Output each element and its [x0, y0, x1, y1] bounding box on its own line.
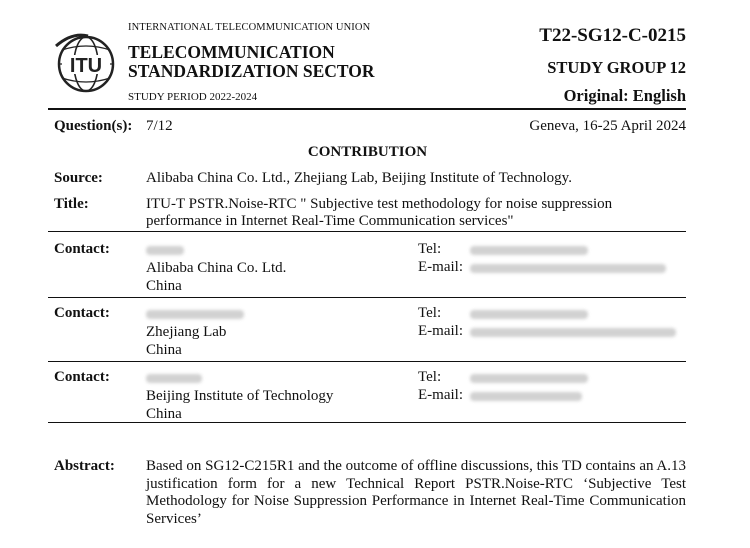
org-name: INTERNATIONAL TELECOMMUNICATION UNION [128, 22, 371, 33]
contact-organization: Beijing Institute of Technology [146, 388, 334, 404]
email-label: E-mail: [418, 323, 463, 339]
email-value-redacted [470, 388, 582, 405]
document-type: CONTRIBUTION [307, 144, 428, 160]
email-label: E-mail: [418, 259, 463, 275]
divider [48, 297, 686, 298]
document-number: T22-SG12-C-0215 [539, 25, 686, 46]
contact-country: China [146, 406, 182, 422]
tel-label: Tel: [418, 369, 442, 385]
email-label: E-mail: [418, 387, 463, 403]
contact-country: China [146, 342, 182, 358]
study-period: STUDY PERIOD 2022-2024 [128, 91, 258, 103]
source-label: Source: [54, 170, 103, 186]
divider [48, 422, 686, 423]
email-value-redacted [470, 324, 676, 341]
tel-value-redacted [470, 242, 588, 259]
email-value-redacted [470, 260, 666, 277]
tel-label: Tel: [418, 305, 442, 321]
abstract-label: Abstract: [54, 458, 115, 474]
contact-label: Contact: [54, 369, 110, 385]
source-value: Alibaba China Co. Ltd., Zhejiang Lab, Beijing Institute of Technology. [146, 170, 572, 186]
contact-label: Contact: [54, 305, 110, 321]
contact-organization: Zhejiang Lab [146, 324, 227, 340]
divider [48, 361, 686, 362]
contact-label: Contact: [54, 241, 110, 257]
original-language: Original: English [563, 86, 686, 105]
question-label: Question(s): [54, 118, 133, 134]
itu-logo [52, 28, 122, 98]
study-group: STUDY GROUP 12 [547, 58, 686, 77]
tel-value-redacted [470, 370, 588, 387]
tel-value-redacted [470, 306, 588, 323]
venue-date: Geneva, 16-25 April 2024 [529, 118, 686, 134]
abstract-text: Based on SG12-C215R1 and the outcome of offline discussions, this TD contains an A.13 justification form for a new Technical Report PSTR.Noise-RTC ‘Subjective Test Methodology for Noise Suppression Performance in Internet Real-Time Communication Services’ [146, 458, 686, 527]
contact-name-redacted [146, 306, 244, 323]
divider [48, 231, 686, 232]
title-label: Title: [54, 196, 89, 212]
contact-organization: Alibaba China Co. Ltd. [146, 260, 287, 276]
title-value: ITU-T PSTR.Noise-RTC " Subjective test methodology for noise suppression performance in Internet Real-Time Communication services" [146, 196, 613, 229]
contact-name-redacted [146, 242, 184, 259]
question-value: 7/12 [146, 118, 173, 134]
contact-name-redacted [146, 370, 202, 387]
svg-text:ITU: ITU [69, 55, 103, 77]
sector-name: TELECOMMUNICATION STANDARDIZATION SECTOR [128, 42, 375, 81]
tel-label: Tel: [418, 241, 442, 257]
contact-country: China [146, 278, 182, 294]
header-divider [48, 108, 686, 110]
